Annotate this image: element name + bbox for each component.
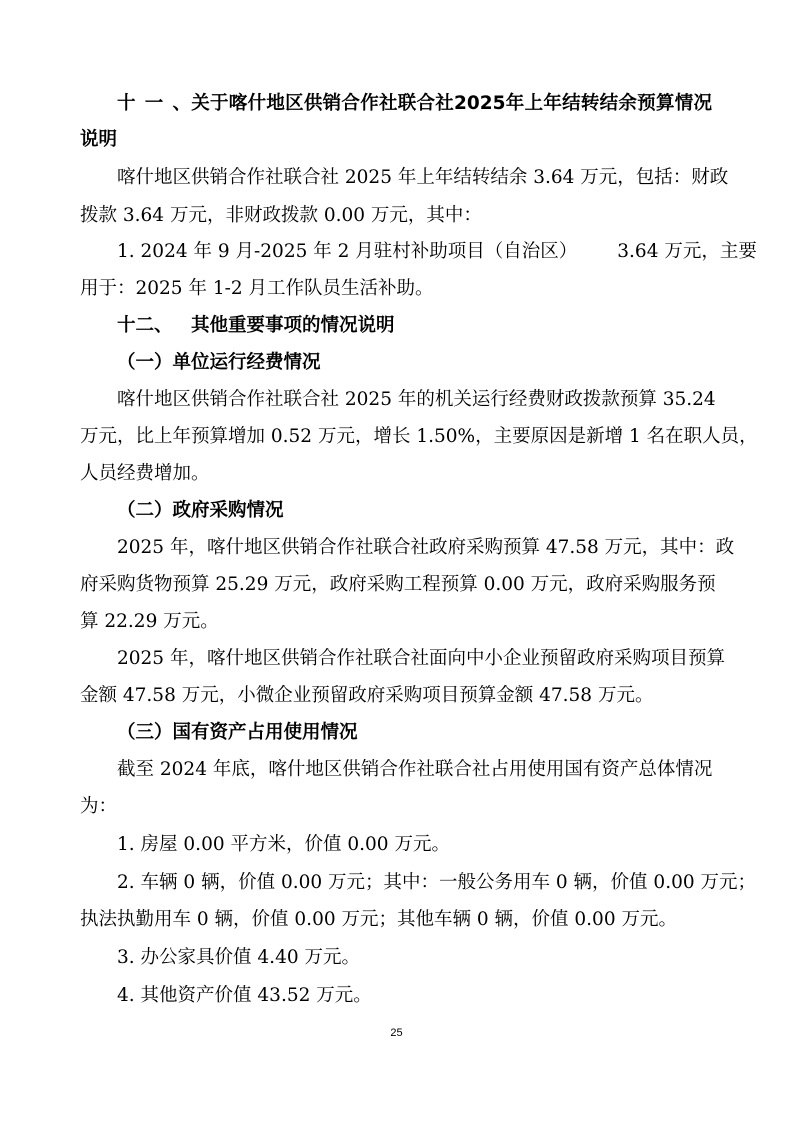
paragraph: 2025 年，喀什地区供销合作社联合社面向中小企业预留政府采购项目预算 <box>117 648 725 669</box>
subsection-heading: （二）政府采购情况 <box>117 500 284 521</box>
paragraph: 为： <box>80 796 118 817</box>
paragraph: 拨款 3.64 万元，非财政拨款 0.00 万元，其中： <box>80 205 482 226</box>
section-11-heading-cont: 说明 <box>80 129 118 150</box>
section-11-number: 十一、 <box>117 93 191 114</box>
list-item: 3. 办公家具价值 4.40 万元。 <box>117 947 360 968</box>
section-11-title: 关于喀什地区供销合作社联合社2025年上年结转结余预算情况 <box>191 93 712 114</box>
page-number: 25 <box>390 1027 403 1039</box>
section-12-heading <box>117 314 712 338</box>
section-11-heading <box>117 92 712 116</box>
paragraph: 2025 年，喀什地区供销合作社联合社政府采购预算 47.58 万元，其中：政 <box>117 537 735 558</box>
paragraph: 万元，比上年预算增加 0.52 万元，增长 1.50%，主要原因是新增 1 名在职人员， <box>80 426 758 447</box>
list-item: 2. 车辆 0 辆，价值 0.00 万元；其中：一般公务用车 0 辆，价值 0.00 万元； <box>117 872 757 893</box>
section-12-title: 其他重要事项的情况说明 <box>191 315 395 336</box>
paragraph: 截至 2024 年底，喀什地区供销合作社联合社占用使用国有资产总体情况 <box>117 759 713 780</box>
paragraph: 府采购货物预算 25.29 万元，政府采购工程预算 0.00 万元，政府采购服务预 <box>80 574 716 595</box>
paragraph: 金额 47.58 万元，小微企业预留政府采购项目预算金额 47.58 万元。 <box>80 685 654 706</box>
list-item <box>117 240 757 264</box>
list-item: 用于：2025 年 1-2 月工作队员生活补助。 <box>80 278 434 299</box>
list-item: 执法执勤用车 0 辆，价值 0.00 万元；其他车辆 0 辆，价值 0.00 万元。 <box>80 909 677 930</box>
subsection-heading: （三）国有资产占用使用情况 <box>117 722 358 743</box>
paragraph: 人员经费增加。 <box>80 463 210 484</box>
paragraph: 算 22.29 万元。 <box>80 611 219 632</box>
paragraph: 喀什地区供销合作社联合社 2025 年上年结转结余 3.64 万元，包括：财政 <box>117 167 729 188</box>
subsection-heading: （一）单位运行经费情况 <box>117 352 321 373</box>
list-item-amount: 3.64 万元，主要 <box>617 241 757 262</box>
paragraph: 喀什地区供销合作社联合社 2025 年的机关运行经费财政拨款预算 35.24 <box>117 389 716 410</box>
section-12-number: 十二、 <box>117 315 173 336</box>
list-item-text: 1. 2024 年 9 月-2025 年 2 月驻村补助项目（自治区） <box>117 241 578 262</box>
list-item: 4. 其他资产价值 43.52 万元。 <box>117 985 372 1006</box>
list-item: 1. 房屋 0.00 平方米，价值 0.00 万元。 <box>117 834 450 855</box>
